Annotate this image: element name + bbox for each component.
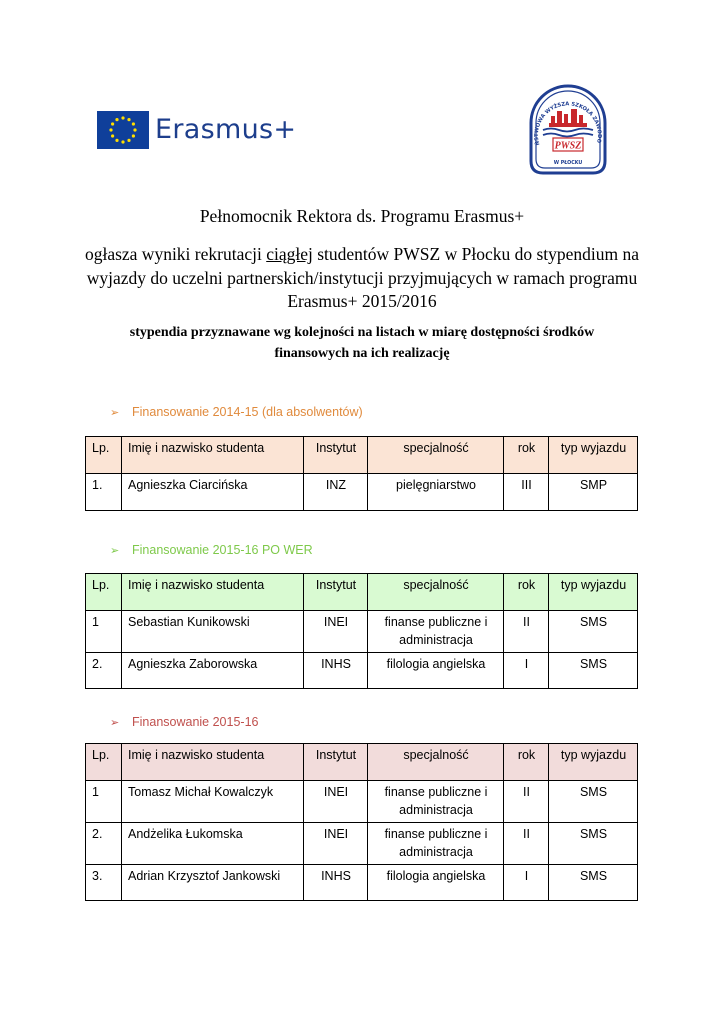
table-row	[86, 781, 638, 823]
section-label	[110, 543, 313, 557]
col-header-institute: Instytut	[304, 744, 368, 781]
cell-specialty: filologia angielska	[368, 653, 504, 689]
eu-flag-icon	[97, 111, 149, 149]
section-label-text: Finansowanie 2014-15 (dla absolwentów)	[132, 405, 363, 419]
cell-lp: 1	[86, 611, 122, 653]
col-header-lp: Lp.	[86, 744, 122, 781]
funding-note	[60, 322, 664, 364]
erasmus-logo-text: Erasmus+	[155, 114, 297, 145]
cell-name: Andżelika Łukomska	[122, 823, 304, 865]
announcement-line2: wyjazdy do uczelni partnerskich/instytucji przyjmujących w ramach programu	[86, 267, 638, 288]
table-header-row	[86, 437, 638, 474]
col-header-lp: Lp.	[86, 437, 122, 474]
cell-institute: INHS	[304, 865, 368, 901]
erasmus-logo	[97, 111, 297, 149]
cell-institute: INZ	[304, 474, 368, 511]
col-header-year: rok	[504, 437, 549, 474]
cell-specialty: filologia angielska	[368, 865, 504, 901]
section-label	[110, 715, 258, 729]
table-row	[86, 474, 638, 511]
col-header-specialty: specjalność	[368, 744, 504, 781]
section-label	[110, 405, 363, 419]
section-label-text: Finansowanie 2015-16 PO WER	[132, 543, 313, 557]
col-header-institute: Instytut	[304, 437, 368, 474]
announcement-pre: ogłasza wyniki rekrutacji	[84, 244, 267, 264]
cell-year: II	[504, 823, 549, 865]
table-header-row	[86, 744, 638, 781]
cell-institute: INEI	[304, 781, 368, 823]
cell-trip-type: SMS	[549, 611, 638, 653]
table-header-row	[86, 574, 638, 611]
cell-trip-type: SMS	[549, 653, 638, 689]
cell-year: I	[504, 865, 549, 901]
cell-trip-type: SMS	[549, 865, 638, 901]
table-row	[86, 611, 638, 653]
funding-note-line2: finansowych na ich realizację	[274, 346, 450, 361]
cell-trip-type: SMS	[549, 823, 638, 865]
col-header-specialty: specjalność	[368, 437, 504, 474]
cell-year: II	[504, 611, 549, 653]
cell-lp: 1.	[86, 474, 122, 511]
cell-specialty: finanse publiczne i administracja	[368, 781, 504, 823]
announcement-line1-post: studentów PWSZ w Płocku do stypendium na	[312, 244, 640, 264]
col-header-year: rok	[504, 744, 549, 781]
cell-name: Agnieszka Zaborowska	[122, 653, 304, 689]
cell-specialty: finanse publiczne i administracja	[368, 611, 504, 653]
results-table	[85, 436, 638, 511]
announcement-underlined: ciągłej	[266, 244, 313, 264]
funding-note-line1: stypendia przyznawane wg kolejności na listach w miarę dostępności środków	[129, 325, 595, 340]
cell-specialty: pielęgniarstwo	[368, 474, 504, 511]
col-header-institute: Instytut	[304, 574, 368, 611]
pwsz-arc-text: ŃSTWOWA WYŻSZA SZKOŁA ZAWODO	[533, 101, 603, 146]
arrow-bullet-icon: ➢	[110, 717, 120, 729]
cell-lp: 1	[86, 781, 122, 823]
cell-institute: INEI	[304, 823, 368, 865]
section-label-text: Finansowanie 2015-16	[132, 715, 259, 729]
col-header-trip-type: typ wyjazdu	[549, 574, 638, 611]
cell-name: Sebastian Kunikowski	[122, 611, 304, 653]
col-header-specialty: specjalność	[368, 574, 504, 611]
cell-year: I	[504, 653, 549, 689]
table-row	[86, 653, 638, 689]
cell-institute: INEI	[304, 611, 368, 653]
cell-name: Adrian Krzysztof Jankowski	[122, 865, 304, 901]
arrow-bullet-icon: ➢	[110, 545, 120, 557]
col-header-name: Imię i nazwisko studenta	[122, 437, 304, 474]
col-header-trip-type: typ wyjazdu	[549, 744, 638, 781]
cell-trip-type: SMP	[549, 474, 638, 511]
cell-name: Agnieszka Ciarcińska	[122, 474, 304, 511]
pwsz-text: PWSZ	[554, 140, 582, 152]
cell-institute: INHS	[304, 653, 368, 689]
cell-name: Tomasz Michał Kowalczyk	[122, 781, 304, 823]
table-row	[86, 823, 638, 865]
col-header-name: Imię i nazwisko studenta	[122, 574, 304, 611]
pwsz-city-text: W PŁOCKU	[553, 161, 583, 166]
col-header-trip-type: typ wyjazdu	[549, 437, 638, 474]
announcement-line3: Erasmus+ 2015/2016	[287, 291, 437, 311]
results-table	[85, 573, 638, 689]
cell-lp: 2.	[86, 653, 122, 689]
cell-lp: 3.	[86, 865, 122, 901]
results-table	[85, 743, 638, 901]
cell-trip-type: SMS	[549, 781, 638, 823]
col-header-year: rok	[504, 574, 549, 611]
arrow-bullet-icon: ➢	[110, 407, 120, 419]
table-row	[86, 865, 638, 901]
pwsz-logo	[527, 83, 609, 175]
announcement-text	[60, 243, 664, 314]
col-header-lp: Lp.	[86, 574, 122, 611]
cell-lp: 2.	[86, 823, 122, 865]
col-header-name: Imię i nazwisko studenta	[122, 744, 304, 781]
cell-year: III	[504, 474, 549, 511]
cell-year: II	[504, 781, 549, 823]
page-title: Pełnomocnik Rektora ds. Programu Erasmus+	[199, 206, 525, 226]
cell-specialty: finanse publiczne i administracja	[368, 823, 504, 865]
